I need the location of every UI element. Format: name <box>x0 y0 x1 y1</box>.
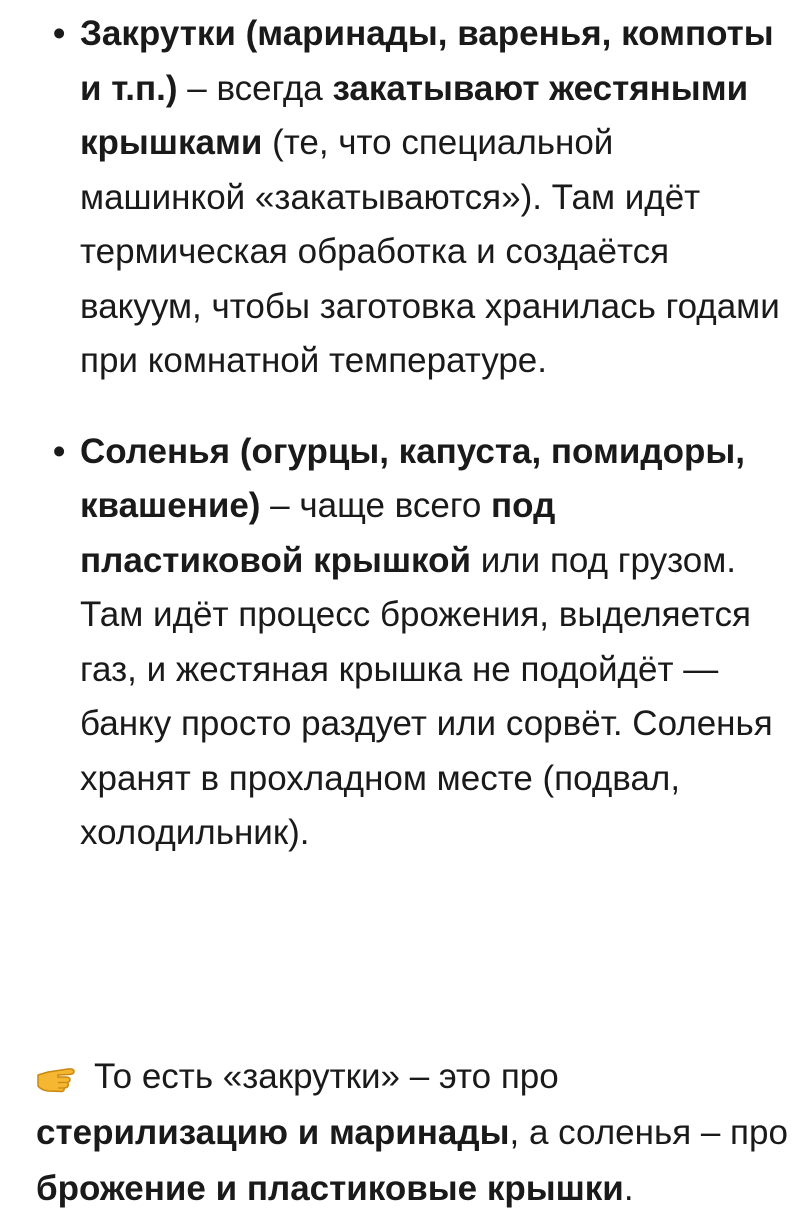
bullet-emphasis: закатывают жестяными крышками <box>80 68 749 162</box>
bullet-text: – всегда <box>177 68 333 108</box>
bullet-marker: • <box>53 431 66 471</box>
bullet-heading: Закрутки (маринады, варенья, компоты и т.п.) <box>80 14 774 108</box>
summary-emphasis: стерилизацию и маринады <box>36 1113 510 1152</box>
bullet-text: – чаще всего <box>260 486 492 525</box>
bullet-heading: Соленья (огурцы, капуста, помидоры, квашение) <box>80 431 745 525</box>
list-item <box>0 0 808 389</box>
summary-emphasis: брожение и пластиковые крышки <box>36 1169 624 1208</box>
bullet-emphasis: под пластиковой крышкой <box>80 486 556 580</box>
summary-paragraph <box>36 1049 788 1217</box>
summary-text: То есть «закрутки» – это про <box>94 1057 559 1096</box>
bullet-text: (те, что специальной машинкой «закатываются»). Там идёт термическая обработка и создаётся вакуум, чтобы заготовка хранилась годами при комнатной температуре. <box>80 123 780 380</box>
summary-text: , а соленья – про <box>509 1113 788 1152</box>
summary-text: . <box>623 1169 634 1208</box>
list-item <box>0 425 808 861</box>
pointing-hand-icon <box>36 1061 82 1093</box>
bullet-marker: • <box>53 14 66 53</box>
bullet-text: или под грузом. Там идёт процесс брожения, выделяется газ, и жестяная крышка не подойдёт — банку просто раздует или сорвёт. Соленья хранят в прохладном месте (подвал, холодильник). <box>80 540 773 852</box>
